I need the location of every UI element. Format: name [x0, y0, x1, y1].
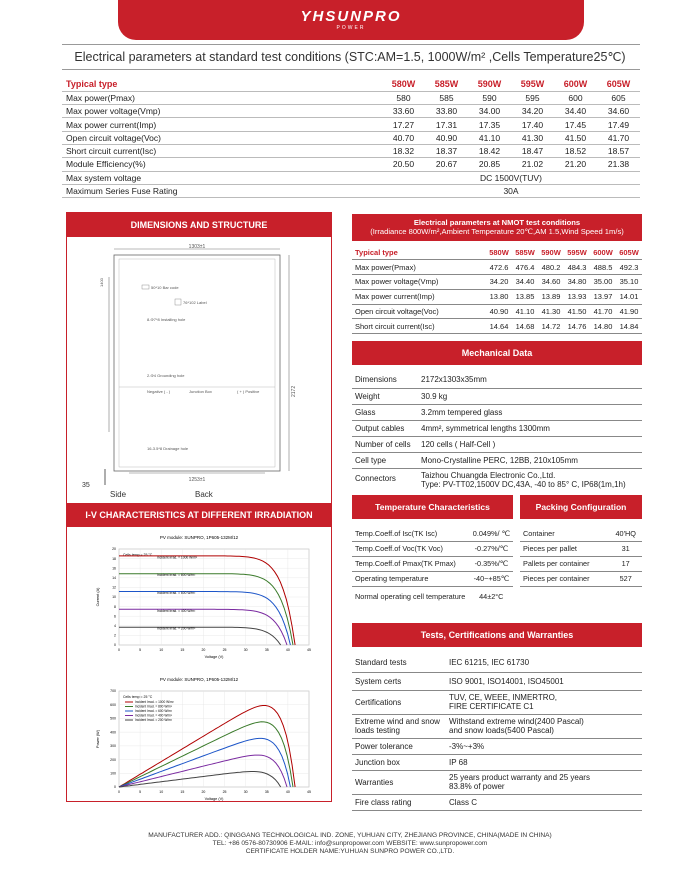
y-tick-label: 10 [112, 595, 116, 600]
mech-value: 2172x1303x35mm [418, 372, 642, 388]
cert-label: Junction box [352, 754, 446, 770]
x-tick-label: 10 [159, 648, 164, 652]
positive-text: ( + ) Positive [237, 389, 260, 394]
stc-cell: 18.57 [597, 144, 640, 157]
legend-entry: Incident Irrad. = 800 W/m² [135, 704, 172, 709]
stc-row-label: Max system voltage [62, 171, 382, 184]
stc-row-label: Module Efficiency(%) [62, 158, 382, 171]
stc-cell: 21.02 [511, 158, 554, 171]
chart-title: PV module: SUNPRO, 1P605-132M/12 [159, 535, 239, 540]
x-tick-label: 5 [139, 790, 142, 794]
stc-header-cell: Typical type [62, 78, 382, 91]
nmot-row-label: Open circuit voltage(Voc) [352, 304, 486, 319]
temp-value: -40~+85℃ [470, 571, 513, 586]
nmot-row [352, 319, 642, 334]
stc-cell: 17.31 [425, 118, 468, 131]
stc-row-label: Max power voltage(Vmp) [62, 105, 382, 118]
stc-row-fuse [62, 184, 640, 197]
mech-label: Weight [352, 388, 418, 404]
stc-cell: 600 [554, 91, 597, 104]
temp-row [352, 526, 513, 541]
temp-value: -0.27%/℃ [470, 541, 513, 556]
nmot-table [352, 245, 642, 334]
legend-entry: Incident Irrad. = 200 W/m² [135, 718, 172, 722]
stc-row [62, 131, 640, 144]
stc-cell: 40.90 [425, 131, 468, 144]
stc-row [62, 158, 640, 171]
cert-label: System certs [352, 672, 446, 690]
x-tick-label: 35 [264, 648, 269, 652]
temp-row [352, 571, 513, 586]
nmot-cell: 476.4 [512, 260, 538, 275]
cert-value: Withstand extreme wind(2400 Pascal) and snow loads(5400 Pascal) [446, 714, 642, 738]
mech-value: 4mm², symmetrical lengths 1300mm [418, 420, 642, 436]
mech-row [352, 436, 642, 452]
x-tick-label: 30 [243, 790, 248, 794]
pack-row [520, 541, 642, 556]
stc-header-cell: 590W [468, 78, 511, 91]
panel-frame [114, 255, 280, 471]
stc-cell: 17.27 [382, 118, 425, 131]
connectors-label: Connectors [355, 474, 396, 483]
mech-value: 3.2mm tempered glass [418, 404, 642, 420]
nmot-row [352, 289, 642, 304]
x-tick-label: 35 [264, 790, 269, 794]
dimensions-drawing [67, 237, 331, 487]
nmot-cell: 35.00 [590, 275, 616, 290]
y-tick-label: 2 [114, 633, 116, 638]
nmot-cell: 14.84 [616, 319, 642, 334]
header-banner [118, 0, 584, 40]
stc-cell: 41.50 [554, 131, 597, 144]
stc-header-row [62, 78, 640, 91]
stc-cell: 605 [597, 91, 640, 104]
x-tick-label: 45 [307, 648, 311, 652]
cert-label: Warranties [352, 770, 446, 794]
legend-entry: Incident Irrad. = 1000 W/m² [135, 700, 174, 704]
x-tick-label: 0 [118, 648, 120, 652]
label-text: 76*102 Label [183, 300, 207, 305]
x-tick-label: 25 [222, 790, 227, 794]
mech-row [352, 452, 642, 468]
stc-cell: 595 [511, 91, 554, 104]
cert-table [352, 654, 642, 811]
install-hole-text: 8-Φ7*8 Installing hole [147, 317, 186, 322]
nmot-header [352, 214, 642, 241]
connectors-line1: Taizhou Chuangda Electronic Co.,Ltd. [421, 470, 556, 480]
footer-holder: CERTIFICATE HOLDER NAME:YUHUAN SUNPRO POWER CO.,LTD. [245, 848, 455, 855]
stc-cell: 20.85 [468, 158, 511, 171]
x-tick-label: 5 [139, 648, 142, 652]
width-top-text: 1303±1 [188, 244, 206, 250]
series-label: Incident Irrad. = 600 W/m² [157, 591, 196, 596]
cert-value: 25 years product warranty and 25 years 83.8% of power [446, 770, 642, 794]
y-tick-label: 300 [110, 744, 116, 749]
nmot-row-label: Max power voltage(Vmp) [352, 275, 486, 290]
chart-title: PV module: SUNPRO, 1P605-132M/12 [159, 677, 239, 682]
nmot-header-cell: 605W [616, 245, 642, 260]
stc-row [62, 118, 640, 131]
temp-value: 0.049%/ ℃ [470, 526, 513, 541]
stc-cell: 18.42 [468, 144, 511, 157]
ground-hole-text: 2-Φ4 Grounding hole [147, 373, 185, 378]
nmot-cell: 41.50 [564, 304, 590, 319]
cert-value: IP 68 [446, 754, 642, 770]
cert-value: -3%~+3% [446, 738, 642, 754]
y-axis-label: Power (W) [96, 730, 100, 748]
mech-row [352, 372, 642, 388]
stc-cell: 21.38 [597, 158, 640, 171]
pack-label: Pieces per pallet [520, 541, 609, 556]
x-tick-label: 15 [180, 790, 185, 794]
cert-label: Standard tests [352, 654, 446, 672]
temp-title: Temperature Characteristics [352, 495, 513, 519]
stc-row [62, 91, 640, 104]
x-tick-label: 40 [285, 790, 290, 794]
nmot-cell: 13.85 [512, 289, 538, 304]
pack-label: Pieces per container [520, 571, 609, 586]
nmot-title: Electrical parameters at NMOT test conditions [413, 218, 581, 227]
stc-row-label: Open circuit voltage(Voc) [62, 131, 382, 144]
temp-row [352, 556, 513, 571]
nmot-row [352, 275, 642, 290]
nmot-cell: 484.3 [564, 260, 590, 275]
label-box [175, 299, 181, 305]
cert-row [352, 754, 642, 770]
nmot-cell: 41.70 [590, 304, 616, 319]
brand-name: YHSUNPRO [300, 8, 402, 25]
stc-cell: 580 [382, 91, 425, 104]
x-tick-label: 10 [159, 790, 164, 794]
cert-label: Fire class rating [352, 794, 446, 810]
temp-label: Temp.Coeff.of Pmax(TK Pmax) [352, 556, 470, 571]
connectors-line2: Type: PV-TT02,1500V DC,43A, -40 to 85° C, IP68(1m,1h) [421, 479, 626, 489]
iv-title: I-V CHARACTERISTICS AT DIFFERENT IRRADIATION [67, 503, 331, 527]
cert-row [352, 738, 642, 754]
left-panel [66, 212, 332, 802]
stc-cell: 41.10 [468, 131, 511, 144]
y-tick-label: 700 [110, 689, 116, 694]
stc-cell: 40.70 [382, 131, 425, 144]
stc-table [62, 78, 640, 198]
nmot-cell: 13.93 [564, 289, 590, 304]
nmot-subtitle: (Irradiance 800W/m²,Ambient Temperature 20℃,AM 1.5,Wind Speed 1m/s) [370, 227, 624, 236]
cert-row [352, 672, 642, 690]
cert-row [352, 794, 642, 810]
stc-row-label: Max power(Pmax) [62, 91, 382, 104]
dims-title: DIMENSIONS AND STRUCTURE [67, 213, 331, 237]
stc-cell: 18.37 [425, 144, 468, 157]
stc-cell: 21.20 [554, 158, 597, 171]
nmot-row [352, 260, 642, 275]
nmot-cell: 34.40 [512, 275, 538, 290]
x-axis-label: Voltage (V) [204, 655, 224, 659]
temp-label: Operating temperature [352, 571, 470, 586]
y-tick-label: 6 [114, 614, 116, 619]
nmot-cell: 34.80 [564, 275, 590, 290]
nmot-cell: 14.76 [564, 319, 590, 334]
connectors-row [352, 468, 642, 489]
nmot-cell: 41.10 [512, 304, 538, 319]
negative-text: Negative ( - ) [147, 389, 171, 394]
nmot-row [352, 304, 642, 319]
pack-value: 17 [609, 556, 642, 571]
mech-row [352, 420, 642, 436]
depth-text: 35 [82, 482, 90, 489]
stc-cell: 20.67 [425, 158, 468, 171]
stc-cell: 33.60 [382, 105, 425, 118]
nmot-header-cell: 585W [512, 245, 538, 260]
stc-span-value: DC 1500V(TUV) [382, 171, 640, 184]
stc-row [62, 144, 640, 157]
nmot-cell: 41.30 [538, 304, 564, 319]
stc-cell: 17.40 [511, 118, 554, 131]
legend-title: Cells temp = 25 °C [123, 553, 153, 557]
mech-label: Number of cells [352, 436, 418, 452]
nmot-cell: 480.2 [538, 260, 564, 275]
stc-cell: 41.30 [511, 131, 554, 144]
temp-label: Temp.Coeff.of Isc(TK Isc) [352, 526, 470, 541]
nmot-row-label: Short circuit current(Isc) [352, 319, 486, 334]
y-axis-label: Current (A) [96, 587, 100, 607]
y-tick-label: 0 [114, 785, 116, 790]
y-tick-label: 20 [112, 547, 116, 552]
footer-address: MANUFACTURER ADD.: QINGGANG TECHNOLOGICAL IND. ZONE, YUHUAN CITY, ZHEJIANG PROVINCE, CHINA(MADE IN CHINA) [148, 832, 552, 839]
cert-row [352, 770, 642, 794]
temp-value: 44±2°C [479, 592, 504, 602]
nmot-cell: 14.68 [512, 319, 538, 334]
nmot-header-cell: 590W [538, 245, 564, 260]
nmot-cell: 13.89 [538, 289, 564, 304]
stc-header-cell: 600W [554, 78, 597, 91]
mech-value: 120 cells ( Half-Cell ) [418, 436, 642, 452]
barcode-box [142, 285, 149, 289]
mech-value: 30.9 kg [418, 388, 642, 404]
stc-cell: 18.47 [511, 144, 554, 157]
mech-row [352, 404, 642, 420]
stc-cell: 590 [468, 91, 511, 104]
stc-headline: Electrical parameters at standard test conditions (STC:AM=1.5, 1000W/m² ,Cells Temperature25℃) [74, 50, 626, 64]
stc-row-label: Max power current(Imp) [62, 118, 382, 131]
y-tick-label: 200 [110, 757, 116, 762]
height-dim-text: 2172 [291, 385, 297, 397]
nmot-cell: 40.90 [486, 304, 512, 319]
x-tick-label: 20 [201, 790, 206, 794]
stc-row-max_voltage [62, 171, 640, 184]
junction-text: Junction Box [189, 389, 212, 394]
nmot-header-cell: Typical type [352, 245, 486, 260]
stc-cell: 34.60 [597, 105, 640, 118]
y-tick-label: 100 [110, 771, 116, 776]
nmot-cell: 14.64 [486, 319, 512, 334]
mech-title: Mechanical Data [352, 341, 642, 365]
stc-header-cell: 605W [597, 78, 640, 91]
nmot-cell: 14.01 [616, 289, 642, 304]
stc-cell: 17.45 [554, 118, 597, 131]
x-tick-label: 15 [180, 648, 185, 652]
stc-header-cell: 585W [425, 78, 468, 91]
iv-chart-power [67, 669, 331, 811]
cert-value: Class C [446, 794, 642, 810]
x-axis-label: Voltage (V) [204, 797, 224, 801]
barcode-text: 50*10 Bar code [151, 285, 179, 290]
headline-rule-top [62, 44, 640, 45]
x-tick-label: 0 [118, 790, 120, 794]
series-label: Incident Irrad. = 1000 W/m² [157, 555, 198, 560]
pack-label: Container [520, 526, 609, 541]
y-tick-label: 0 [114, 643, 116, 648]
mech-label: Glass [352, 404, 418, 420]
temp-row [352, 541, 513, 556]
stc-span-value: 30A [382, 184, 640, 197]
cert-label: Certifications [352, 690, 446, 714]
iv-chart-current [67, 527, 331, 669]
cert-value: IEC 61215, IEC 61730 [446, 654, 642, 672]
cert-label: Extreme wind and snow loads testing [352, 714, 446, 738]
mech-table [352, 372, 642, 489]
cert-value: ISO 9001, ISO14001, ISO45001 [446, 672, 642, 690]
nmot-cell: 13.97 [590, 289, 616, 304]
legend-entry: Incident Irrad. = 400 W/m² [135, 713, 172, 718]
cert-title: Tests, Certifications and Warranties [352, 623, 642, 647]
pack-row [520, 526, 642, 541]
nmot-cell: 34.20 [486, 275, 512, 290]
stc-row-label: Short circuit current(Isc) [62, 144, 382, 157]
mech-label: Dimensions [352, 372, 418, 388]
x-tick-label: 45 [307, 790, 311, 794]
cert-row [352, 690, 642, 714]
side-label: Side [110, 490, 127, 499]
mech-label: Cell type [352, 452, 418, 468]
pack-value: 40'HQ [609, 526, 642, 541]
temp-table [352, 526, 513, 608]
nmot-header-row [352, 245, 642, 260]
nmot-cell: 35.10 [616, 275, 642, 290]
stc-cell: 17.49 [597, 118, 640, 131]
legend-title: Cells temp = 25 °C [123, 695, 153, 699]
pack-title: Packing Configuration [520, 495, 642, 519]
y-tick-label: 18 [112, 556, 116, 561]
stc-cell: 17.35 [468, 118, 511, 131]
pack-row [520, 556, 642, 571]
mech-value: Mono-Crystalline PERC, 12BB, 210x105mm [418, 452, 642, 468]
stc-cell: 585 [425, 91, 468, 104]
stc-row-label: Maximum Series Fuse Rating [62, 184, 382, 197]
legend-entry: Incident Irrad. = 600 W/m² [135, 709, 172, 713]
pack-row [520, 571, 642, 586]
pack-value: 527 [609, 571, 642, 586]
left-dim-text: 1400 [99, 278, 104, 287]
brand-logo [118, 0, 584, 40]
footer [0, 832, 700, 856]
stc-cell: 18.32 [382, 144, 425, 157]
temp-value: -0.35%/℃ [470, 556, 513, 571]
y-tick-label: 4 [114, 624, 116, 628]
pack-table [520, 526, 642, 587]
x-tick-label: 25 [222, 648, 227, 652]
y-tick-label: 12 [112, 585, 116, 590]
y-tick-label: 14 [112, 576, 116, 580]
nmot-header-cell: 595W [564, 245, 590, 260]
mech-label: Output cables [352, 420, 418, 436]
stc-cell: 18.52 [554, 144, 597, 157]
drainage-text: 16-3.5*8 Drainage hole [147, 446, 189, 451]
y-tick-label: 400 [110, 730, 116, 735]
temp-row [352, 586, 513, 608]
back-label: Back [195, 490, 213, 499]
nmot-cell: 472.6 [486, 260, 512, 275]
y-tick-label: 8 [114, 604, 116, 609]
stc-row [62, 105, 640, 118]
y-tick-label: 600 [110, 702, 116, 707]
nmot-cell: 13.80 [486, 289, 512, 304]
series-label: Incident Irrad. = 400 W/m² [157, 608, 196, 613]
stc-cell: 34.00 [468, 105, 511, 118]
series-label: Incident Irrad. = 200 W/m² [157, 626, 196, 631]
mech-row [352, 388, 642, 404]
temp-label: Normal operating cell temperature [355, 592, 466, 602]
stc-header-cell: 580W [382, 78, 425, 91]
stc-cell: 34.20 [511, 105, 554, 118]
cert-label: Power tolerance [352, 738, 446, 754]
nmot-row-label: Max power(Pmax) [352, 260, 486, 275]
series-label: Incident Irrad. = 800 W/m² [157, 573, 196, 578]
headline-rule-bottom [62, 69, 640, 70]
x-tick-label: 30 [243, 648, 248, 652]
stc-cell: 34.40 [554, 105, 597, 118]
brand-sub: POWER [336, 25, 366, 31]
pack-label: Pallets per container [520, 556, 609, 571]
nmot-cell: 14.72 [538, 319, 564, 334]
pack-value: 31 [609, 541, 642, 556]
nmot-cell: 488.5 [590, 260, 616, 275]
stc-cell: 33.80 [425, 105, 468, 118]
y-tick-label: 500 [110, 716, 116, 721]
stc-header-cell: 595W [511, 78, 554, 91]
stc-cell: 41.70 [597, 131, 640, 144]
x-tick-label: 20 [201, 648, 206, 652]
y-tick-label: 16 [112, 566, 116, 571]
x-tick-label: 40 [285, 648, 290, 652]
cert-value: TUV, CE, WEEE, INMERTRO, FIRE CERTIFICATE C1 [446, 690, 642, 714]
width-bottom-text: 1253±1 [188, 477, 206, 483]
cert-row [352, 654, 642, 672]
footer-contact: TEL: +86 0576-80730906 E-MAIL: info@sunpropower.com WEBSITE: www.sunpropower.com [212, 840, 488, 847]
nmot-row-label: Max power current(Imp) [352, 289, 486, 304]
nmot-cell: 492.3 [616, 260, 642, 275]
nmot-header-cell: 580W [486, 245, 512, 260]
nmot-cell: 34.60 [538, 275, 564, 290]
nmot-cell: 14.80 [590, 319, 616, 334]
temp-label: Temp.Coeff.of Voc(TK Voc) [352, 541, 470, 556]
cert-row [352, 714, 642, 738]
nmot-cell: 41.90 [616, 304, 642, 319]
nmot-header-cell: 600W [590, 245, 616, 260]
stc-cell: 20.50 [382, 158, 425, 171]
